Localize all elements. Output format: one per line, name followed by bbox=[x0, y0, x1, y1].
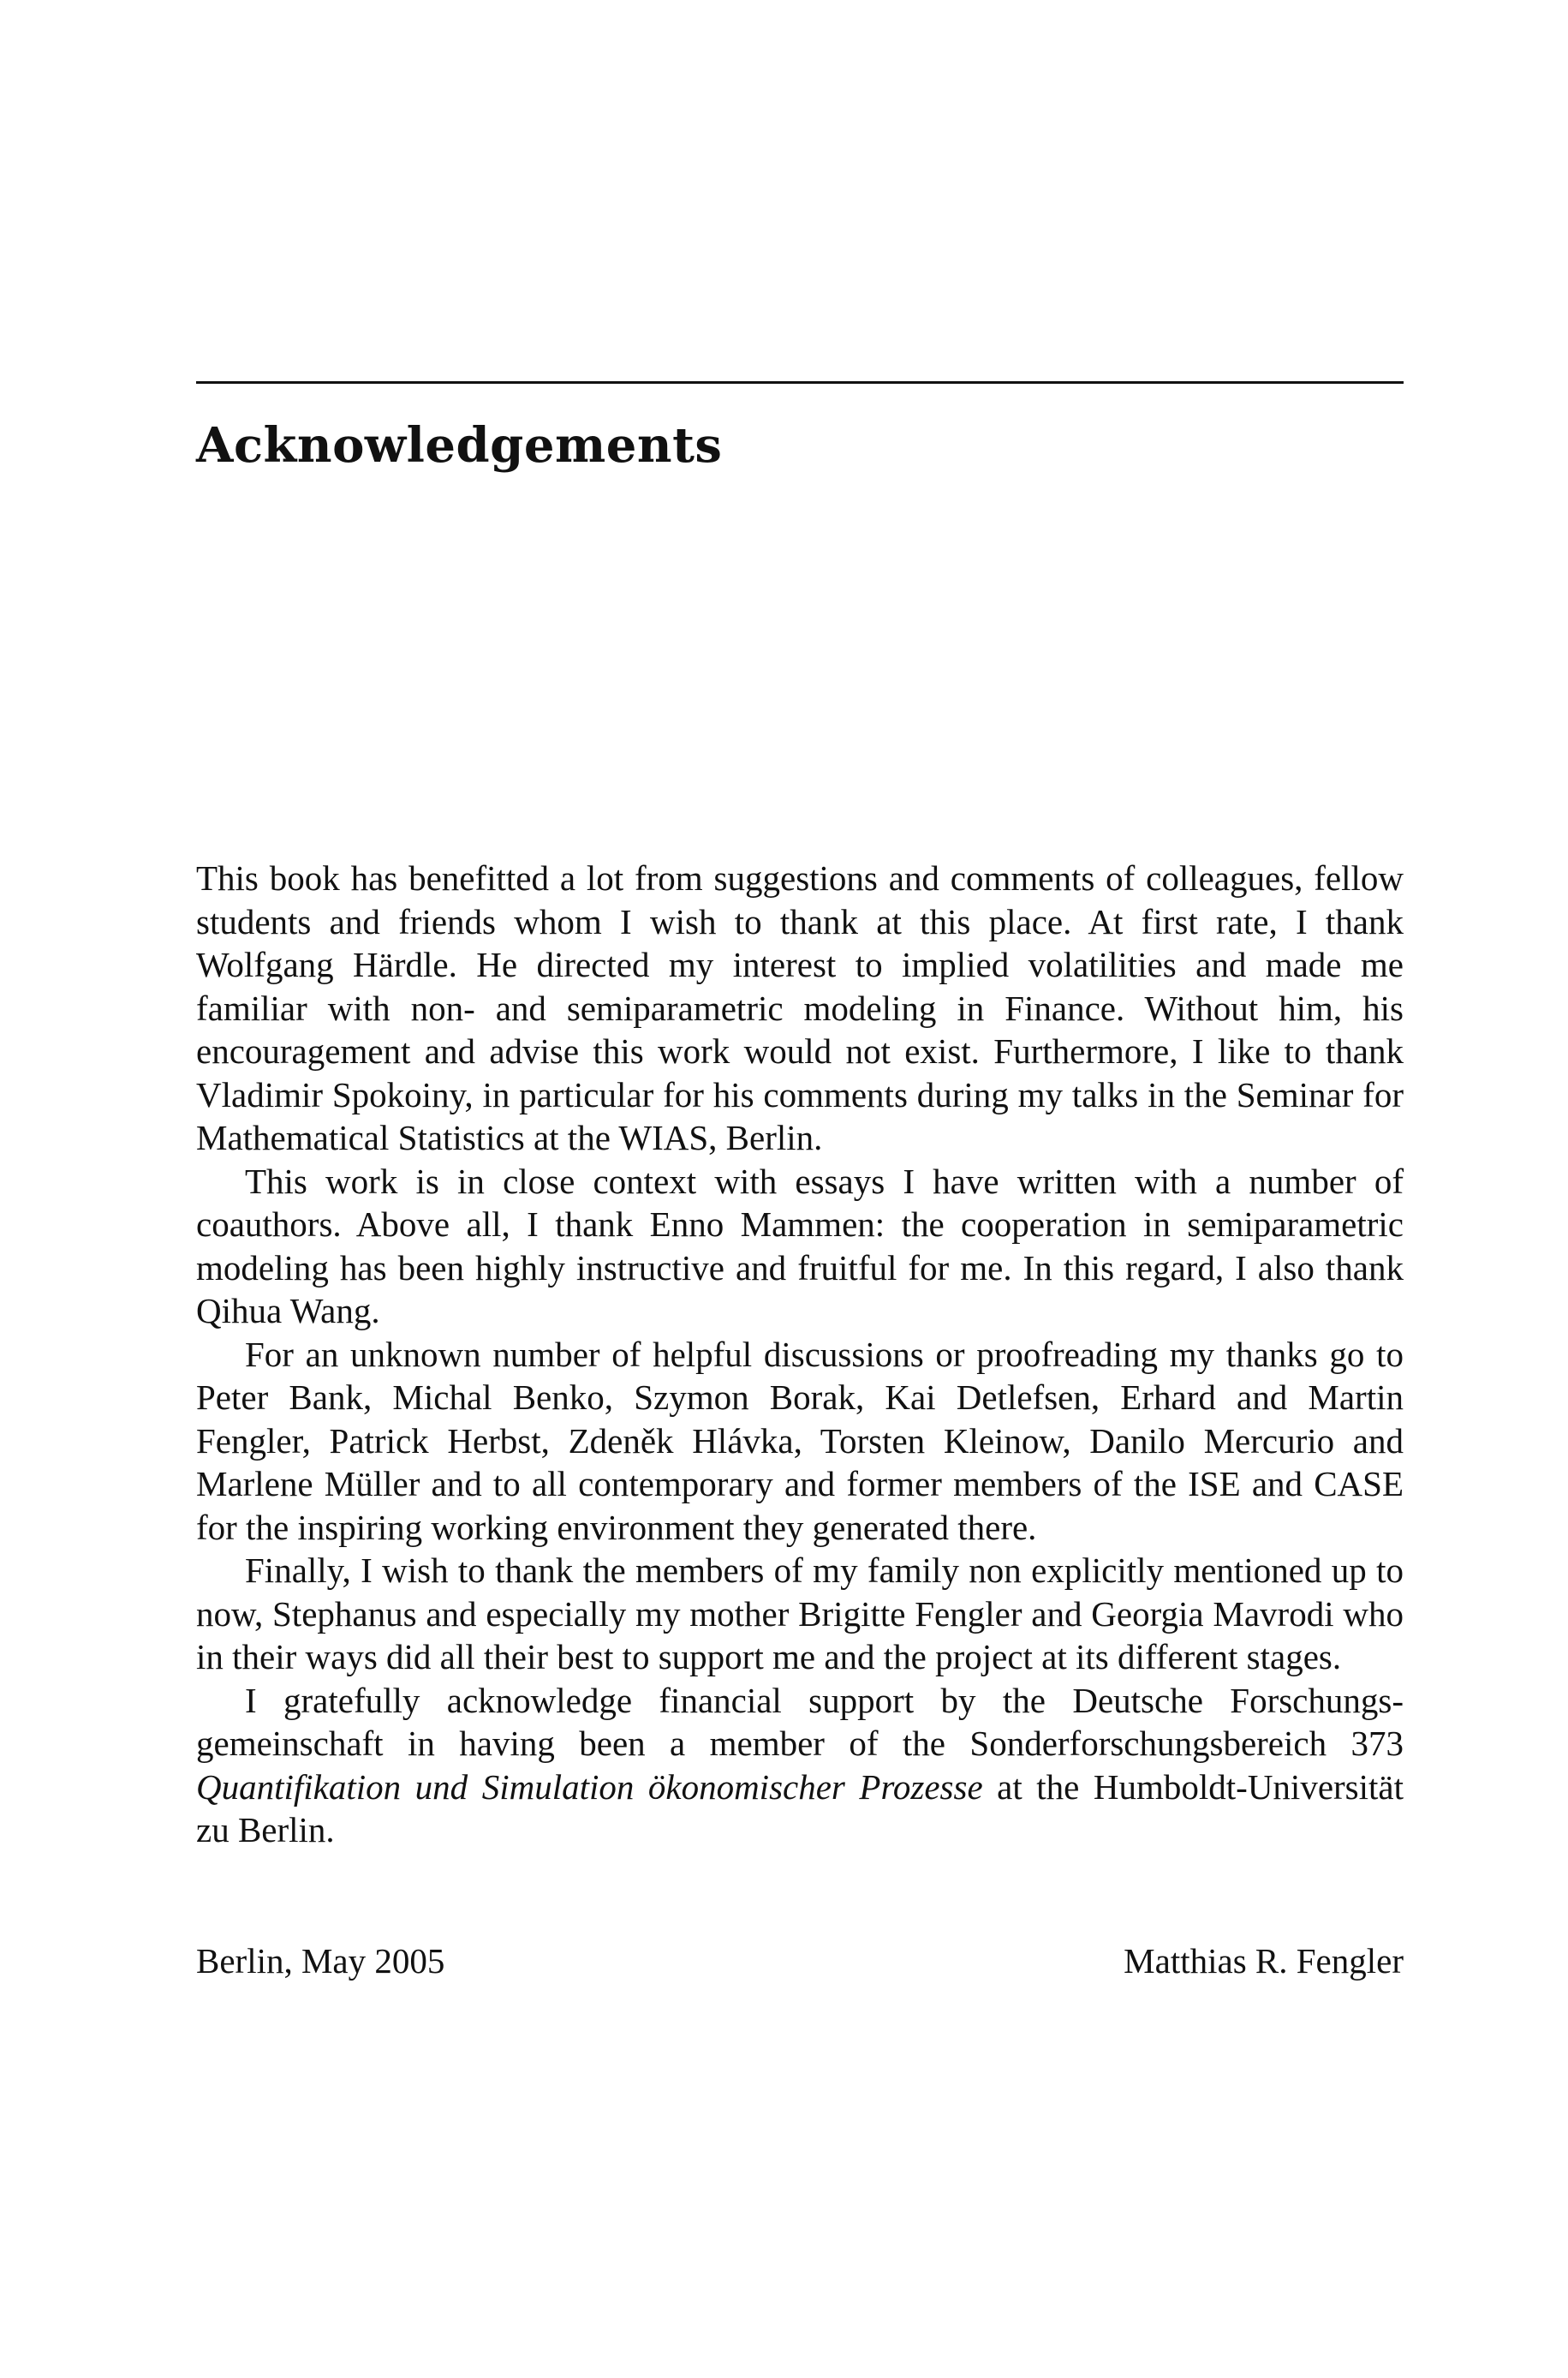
paragraph-text: This book has benefitted a lot from suggestions and comments of colleagues, fellow students and friends whom I wish to thank at this place. At first rate, I thank Wolfgang Härdle. He directed my interest to implied volatilities and made me familiar with non- and semiparametric modeling in Finance. Without him, his encouragement and advise this work would not exist. Furthermore, I like to thank Vladimir Spokoiny, in particular for his comments during my talks in the Seminar for Mathematical Statistics at the WIAS, Berlin. bbox=[196, 858, 1404, 1157]
signoff bbox=[196, 1939, 1404, 1982]
heading-rule bbox=[196, 381, 1404, 384]
paragraph-text: This work is in close context with essays I have written with a number of coauthors. Above all, I thank Enno Mammen: the cooperation in semiparametric modeling has been highly instructive and fruitful for me. In this regard, I also thank Qihua Wang. bbox=[196, 1161, 1404, 1330]
place-date: Berlin, May 2005 bbox=[196, 1941, 445, 1981]
paragraph-family bbox=[196, 1549, 1404, 1679]
paragraph-text: I gratefully acknowledge financial support by the Deutsche Forschungsgemeinschaft in having been a member of the Sonderforschungsbereich 373 bbox=[196, 1680, 1404, 1763]
project-title: Quantifikation und Simulation ökonomischer Prozesse bbox=[196, 1766, 983, 1807]
paragraph-funding bbox=[196, 1679, 1404, 1852]
paragraph-text: For an unknown number of helpful discussions or proofreading my thanks go to Peter Bank, Michal Benko, Szymon Borak, Kai Detlefsen, Erhard and Martin Fengler, Patrick Herbst, Zdeněk Hlávka, Torsten Kleinow, Danilo Mercurio and Marlene Müller and to all contemporary and former members of the ISE and CASE for the inspiring working environment they generated there. bbox=[196, 1334, 1404, 1547]
paragraph-coauthors bbox=[196, 1160, 1404, 1333]
author-name: Matthias R. Fengler bbox=[1124, 1941, 1404, 1981]
page-title: Acknowledgements bbox=[196, 417, 723, 474]
paragraph-text: at the Humboldt-Universität zu Berlin. bbox=[196, 1766, 1404, 1849]
paragraph-text: Finally, I wish to thank the members of my family non explicitly mentioned up to now, Stephanus and especially my mother Brigitte Fengler and Georgia Mavrodi who in their ways did all their best to support me and the project at its different stages. bbox=[196, 1550, 1404, 1676]
acknowledgements-body bbox=[196, 857, 1404, 1852]
paragraph-discussions bbox=[196, 1333, 1404, 1550]
paragraph-intro bbox=[196, 857, 1404, 1160]
